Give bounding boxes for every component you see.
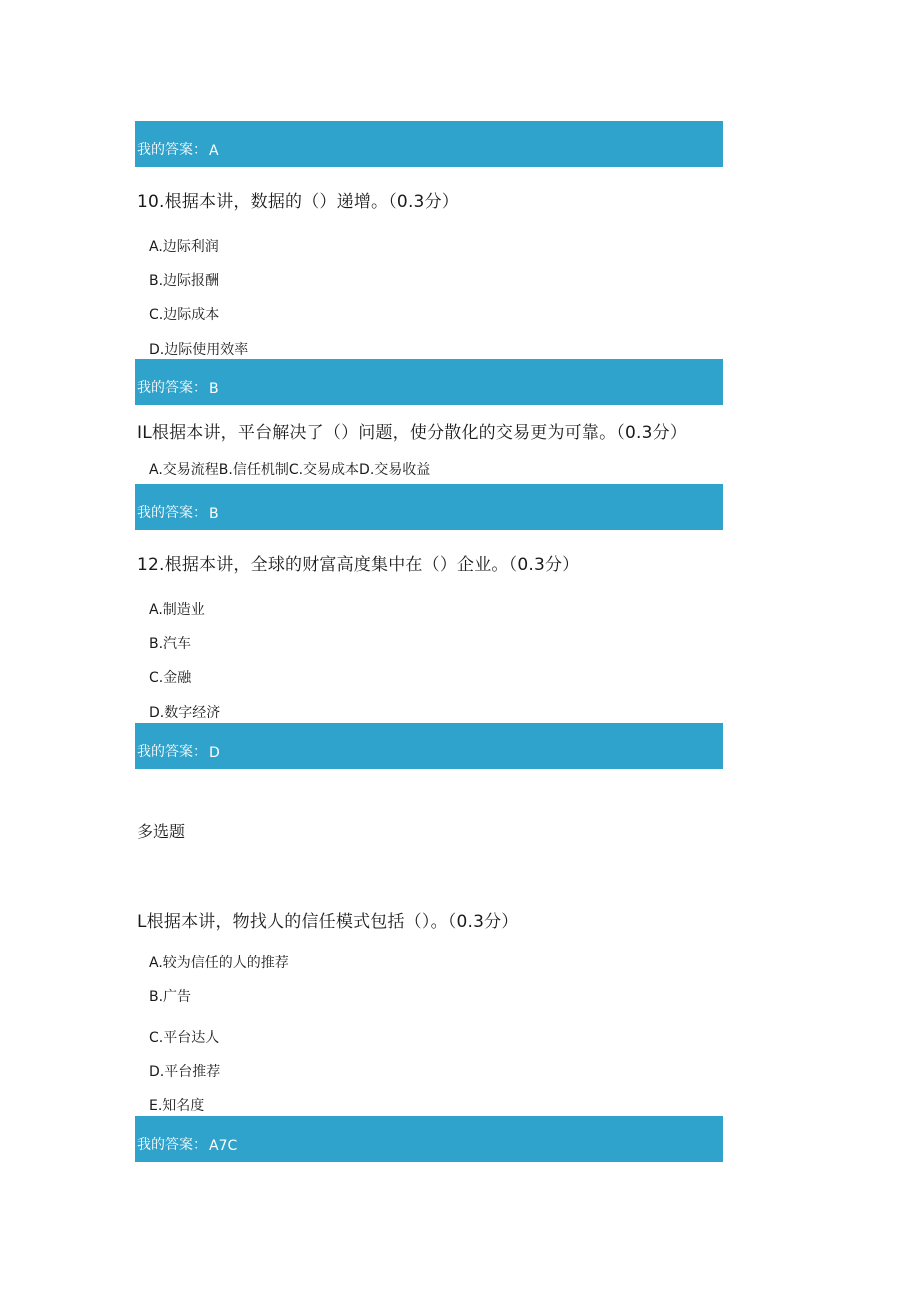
answer-value: D (209, 745, 220, 761)
q10-option-d[interactable]: D.边际使用效率 (149, 342, 249, 358)
q11-options[interactable]: A.交易流程B.信任机制C.交易成本D.交易收益 (149, 462, 431, 478)
answer-bar-q9 (135, 121, 723, 167)
question-12: 12.根据本讲，全球的财富高度集中在（）企业。（0.3分） (137, 555, 580, 575)
m1-option-b[interactable]: B.广告 (149, 989, 192, 1005)
q10-option-b[interactable]: B.边际报酬 (149, 273, 220, 289)
answer-label: 我的答案： (137, 1137, 207, 1153)
q10-option-a[interactable]: A.边际利润 (149, 239, 219, 255)
m1-option-c[interactable]: C.平台达人 (149, 1030, 220, 1046)
q12-option-d[interactable]: D.数字经济 (149, 705, 221, 721)
answer-value: A7C (209, 1138, 238, 1154)
answer-label: 我的答案： (137, 142, 207, 158)
m1-option-d[interactable]: D.平台推荐 (149, 1064, 221, 1080)
answer-label: 我的答案： (137, 744, 207, 760)
answer-value: B (209, 381, 219, 397)
answer-bar-q12 (135, 723, 723, 769)
answer-value: B (209, 506, 219, 522)
answer-value: A (209, 143, 219, 159)
q12-option-a[interactable]: A.制造业 (149, 602, 205, 618)
multi-question-1: L根据本讲，物找人的信任模式包括（）。（0.3分） (137, 912, 519, 932)
m1-option-e[interactable]: E.知名度 (149, 1098, 205, 1114)
q12-option-b[interactable]: B.汽车 (149, 636, 192, 652)
section-title-multiple-choice: 多选题 (137, 822, 186, 841)
answer-bar-q10 (135, 359, 723, 405)
q10-option-c[interactable]: C.边际成本 (149, 307, 220, 323)
answer-bar-q11 (135, 484, 723, 530)
q12-option-c[interactable]: C.金融 (149, 670, 192, 686)
answer-label: 我的答案： (137, 505, 207, 521)
question-10: 10.根据本讲，数据的（）递增。（0.3分） (137, 192, 459, 212)
answer-label: 我的答案： (137, 380, 207, 396)
answer-bar-m1 (135, 1116, 723, 1162)
question-11: IL根据本讲，平台解决了（）问题，使分散化的交易更为可靠。（0.3分） (137, 423, 688, 443)
m1-option-a[interactable]: A.较为信任的人的推荐 (149, 955, 289, 971)
